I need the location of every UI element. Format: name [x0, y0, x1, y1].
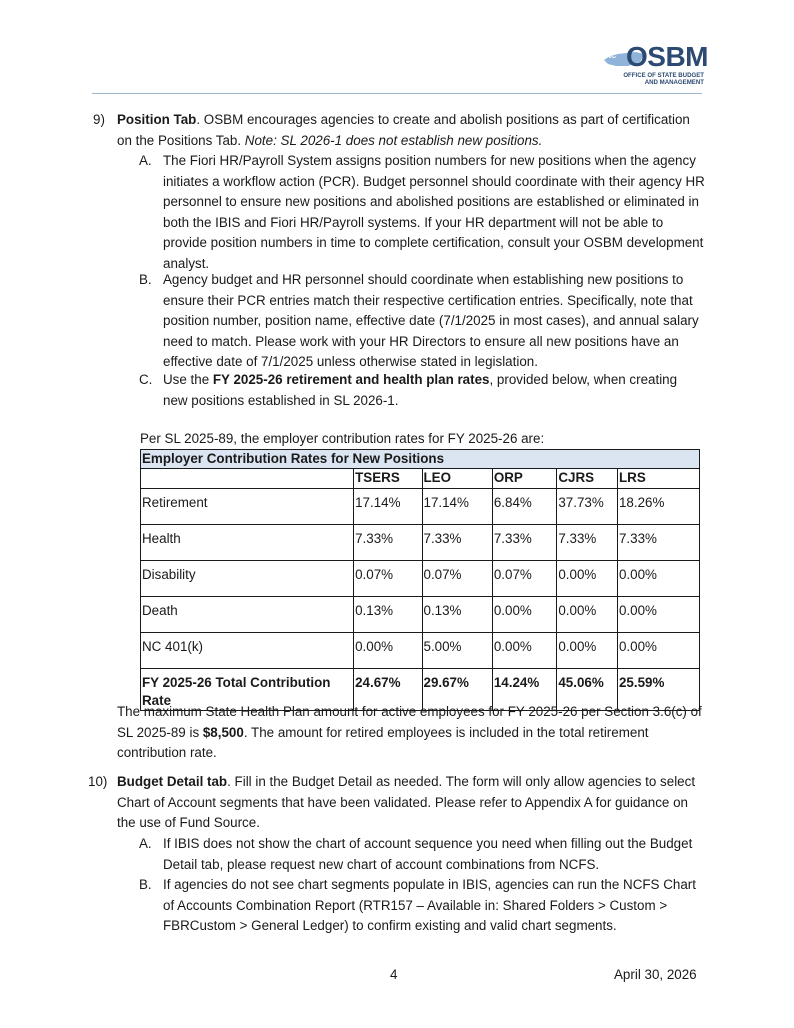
item-10b-letter: B. — [139, 877, 152, 892]
item-9-text: . OSBM encourages agencies to create and abolish positions as part of certification on the Positions Tab. — [117, 112, 690, 148]
table-cell: FY 2025-26 Total Contribution Rate — [141, 669, 354, 711]
item-10-text: . Fill in the Budget Detail as needed. The form will only allow agencies to select Chart of Account segments that have been validated. Please refer to Appendix A for guidance on the use of Fund Source. — [117, 774, 696, 831]
table-cell: 6.84% — [492, 489, 557, 525]
table-row — [141, 525, 700, 561]
table-cell: 0.07% — [492, 561, 557, 597]
item-10-intro — [117, 772, 705, 834]
table-cell: 18.26% — [617, 489, 699, 525]
table-cell: NC 401(k) — [141, 633, 354, 669]
osbm-logo — [604, 41, 708, 88]
table-cell: 0.07% — [422, 561, 492, 597]
employer-contribution-rates-table — [140, 449, 700, 711]
table-cell: 0.00% — [617, 633, 699, 669]
table-cell: Disability — [141, 561, 354, 597]
column-header: LRS — [617, 469, 699, 489]
table-title: Employer Contribution Rates for New Positions — [141, 450, 700, 469]
item-9c-letter: C. — [139, 372, 153, 387]
table-cell: 0.00% — [492, 633, 557, 669]
logo-badge: NC — [606, 53, 617, 60]
item-10-number: 10) — [88, 774, 108, 789]
table-cell: Retirement — [141, 489, 354, 525]
item-9c-post: , provided below, when creating new positions established in SL 2026-1. — [163, 372, 678, 408]
table-cell: Death — [141, 597, 354, 633]
item-9-intro — [117, 110, 705, 151]
table-cell: 0.00% — [492, 597, 557, 633]
item-9a-letter: A. — [139, 153, 152, 168]
table-cell: 37.73% — [557, 489, 618, 525]
item-9c-text — [163, 370, 705, 411]
header-divider — [92, 93, 702, 94]
health-plan-pre: The maximum State Health Plan amount for active employees for FY 2025-26 per Section 3.6(c) of SL 2025-89 is — [117, 704, 702, 740]
item-9b-letter: B. — [139, 272, 152, 287]
table-cell: 24.67% — [354, 669, 422, 711]
table-row — [141, 489, 700, 525]
page-number: 4 — [390, 967, 398, 982]
health-plan-paragraph — [117, 702, 705, 764]
item-9-number: 9) — [93, 112, 105, 127]
table-title-row — [141, 450, 700, 469]
table-row — [141, 561, 700, 597]
table-cell: 0.13% — [354, 597, 422, 633]
item-10a-letter: A. — [139, 836, 152, 851]
table-cell: 45.06% — [557, 669, 618, 711]
column-header: TSERS — [354, 469, 422, 489]
table-cell: Health — [141, 525, 354, 561]
item-9c-pre: Use the — [163, 372, 213, 387]
item-10-title: Budget Detail tab — [117, 774, 228, 789]
health-plan-amount: $8,500 — [202, 724, 244, 740]
table-cell: 29.67% — [422, 669, 492, 711]
item-9c-bold: FY 2025-26 retirement and health plan rates — [212, 372, 490, 387]
footer-date: April 30, 2026 — [614, 967, 697, 982]
health-plan-post: . The amount for retired employees is included in the total retirement contribution rate. — [117, 724, 649, 761]
table-header-row — [141, 469, 700, 489]
column-header: CJRS — [557, 469, 618, 489]
column-header: LEO — [422, 469, 492, 489]
table-cell: 0.00% — [557, 561, 618, 597]
table-cell: 0.00% — [557, 597, 618, 633]
table-cell: 7.33% — [422, 525, 492, 561]
logo-subtitle-2: AND MANAGEMENT — [644, 79, 704, 86]
logo-subtitle-1: OFFICE OF STATE BUDGET — [623, 72, 704, 79]
table-cell: 14.24% — [492, 669, 557, 711]
item-9-note: Note: SL 2026-1 does not establish new positions. — [244, 132, 543, 148]
table-cell: 25.59% — [617, 669, 699, 711]
table-cell: 0.00% — [617, 597, 699, 633]
table-cell: 0.07% — [354, 561, 422, 597]
column-header — [141, 469, 354, 489]
item-10b-text: If agencies do not see chart segments populate in IBIS, agencies can run the NCFS Chart of Accounts Combination Report (RTR157 – Available in: Shared Folders > Custom > FBRCustom > General Ledger) to confirm existing and valid chart segments. — [163, 877, 696, 934]
table-cell: 5.00% — [422, 633, 492, 669]
table-intro: Per SL 2025-89, the employer contribution rates for FY 2025-26 are: — [140, 431, 545, 446]
logo-title: OSBM — [626, 41, 708, 72]
table-row — [141, 597, 700, 633]
item-9a-text: The Fiori HR/Payroll System assigns position numbers for new positions when the agency initiates a workflow action (PCR). Budget personnel should coordinate with their agency HR personnel to ensure new positions and abolished positions are established or eliminated in both the IBIS and Fiori HR/Payroll systems. If your HR department will not be able to provide position numbers in time to complete certification, consult your OSBM development analyst. — [163, 153, 705, 271]
table-cell: 17.14% — [422, 489, 492, 525]
table-cell: 7.33% — [354, 525, 422, 561]
table-cell: 0.13% — [422, 597, 492, 633]
table-cell: 7.33% — [492, 525, 557, 561]
column-header: ORP — [492, 469, 557, 489]
item-10a-text: If IBIS does not show the chart of account sequence you need when filling out the Budget Detail tab, please request new chart of account combinations from NCFS. — [163, 836, 693, 872]
table-cell: 0.00% — [354, 633, 422, 669]
table-row — [141, 633, 700, 669]
item-9-title: Position Tab — [117, 112, 197, 127]
table-cell: 7.33% — [557, 525, 618, 561]
item-9b-text: Agency budget and HR personnel should coordinate when establishing new positions to ensure their PCR entries match their respective certification entries. Specifically, note that position number, position name, effective date (7/1/2025 in most cases), and annual salary need to match. Please work with your HR Directors to ensure all new positions have an effective date of 7/1/2025 unless otherwise stated in legislation. — [163, 272, 699, 370]
table-cell: 0.00% — [557, 633, 618, 669]
table-cell: 7.33% — [617, 525, 699, 561]
table-cell: 0.00% — [617, 561, 699, 597]
table-cell: 17.14% — [354, 489, 422, 525]
